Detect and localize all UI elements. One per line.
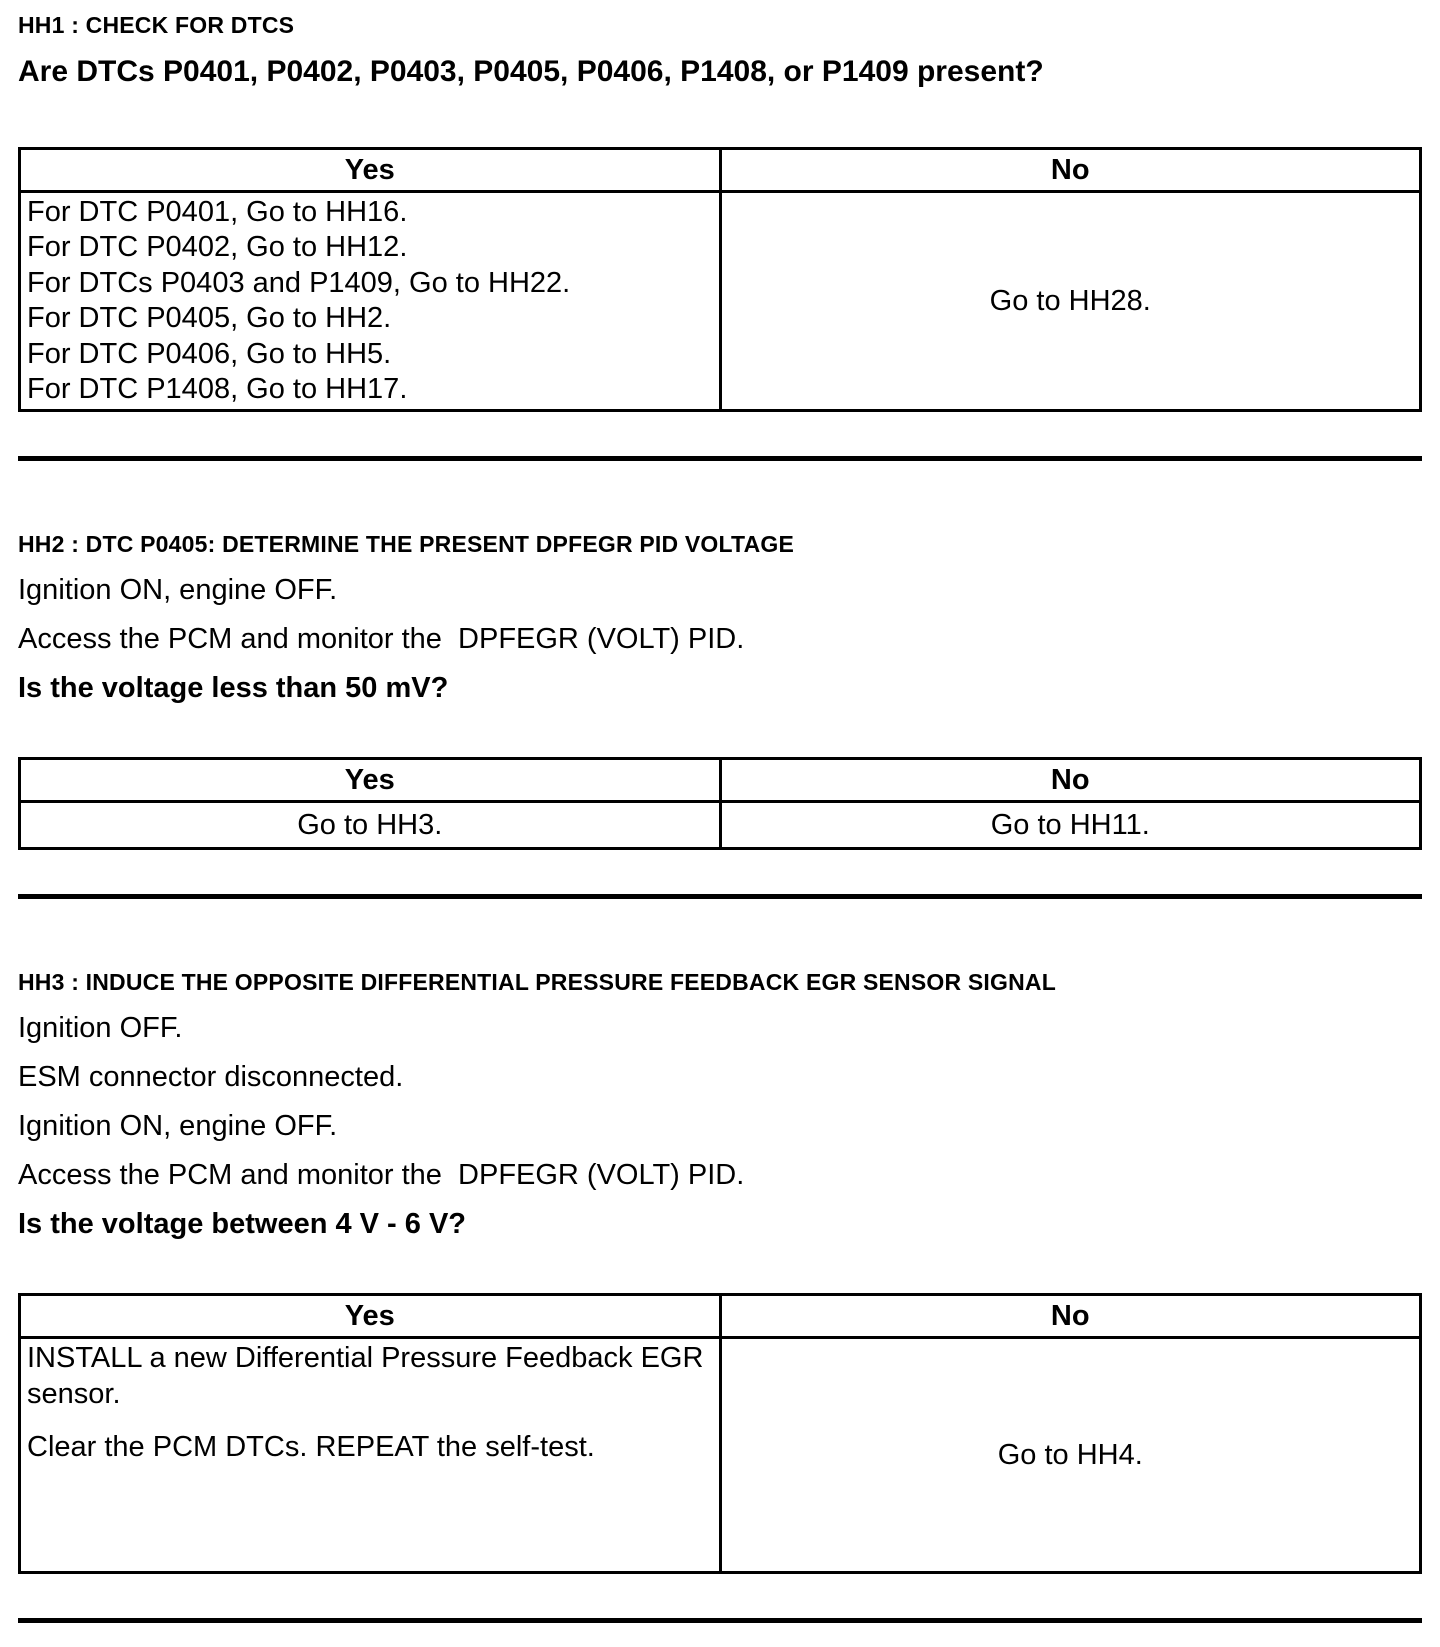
no-cell: Go to HH4. [720,1338,1421,1573]
step-instruction: Access the PCM and monitor the DPFEGR (VOLT) PID. [18,623,745,656]
no-column-header: No [720,759,1421,802]
spacer [18,461,1422,531]
yes-cell-line: For DTC P0405, Go to HH2. [27,302,392,335]
yes-column-header: Yes [20,1295,721,1338]
section-hh1-title: HH1 : CHECK FOR DTCS [18,12,295,38]
step-instruction: Ignition ON, engine OFF. [18,574,338,607]
yes-cell-paragraph: INSTALL a new Differential Pressure Feedback EGR sensor. [27,1342,704,1410]
no-cell: Go to HH28. [720,192,1421,411]
step-instruction: Ignition ON, engine OFF. [18,1110,338,1143]
yes-no-table-hh1 [18,147,1422,412]
no-column-header: No [720,1295,1421,1338]
yes-cell-line: For DTC P0402, Go to HH12. [27,231,408,264]
yes-cell-paragraph: Clear the PCM DTCs. REPEAT the self-test. [27,1431,595,1463]
step-instruction: Ignition OFF. [18,1012,183,1045]
step-instruction: ESM connector disconnected. [18,1061,404,1094]
yes-cell-line: For DTC P0406, Go to HH5. [27,337,392,370]
table-body-row [20,192,1421,411]
no-column-header: No [720,149,1421,192]
table-header-row [20,1295,1421,1338]
yes-cell-line: For DTC P1408, Go to HH17. [27,372,408,405]
yes-cell [20,192,721,411]
section-hh1-question: Are DTCs P0401, P0402, P0403, P0405, P0406, P1408, or P1409 present? [18,55,1044,88]
yes-cell-line: For DTC P0401, Go to HH16. [27,196,408,228]
section-hh3-title: HH3 : INDUCE THE OPPOSITE DIFFERENTIAL PRESSURE FEEDBACK EGR SENSOR SIGNAL [18,969,1056,996]
section-divider [18,1618,1422,1623]
yes-column-header: Yes [20,759,721,802]
table-header-row [20,149,1421,192]
yes-cell: Go to HH3. [20,802,721,849]
no-cell: Go to HH11. [720,802,1421,849]
section-hh3 [18,969,1422,1623]
table-header-row [20,759,1421,802]
section-hh1 [18,12,1422,531]
step-instruction: Access the PCM and monitor the DPFEGR (VOLT) PID. [18,1159,745,1192]
table-body-row [20,1338,1421,1573]
section-hh2 [18,531,1422,969]
yes-cell [20,1338,721,1573]
yes-cell-line: For DTCs P0403 and P1409, Go to HH22. [27,266,571,299]
spacer [18,899,1422,969]
section-hh3-question: Is the voltage between 4 V - 6 V? [18,1208,467,1241]
yes-no-table-hh2 [18,757,1422,850]
yes-no-table-hh3 [18,1293,1422,1574]
section-hh2-title: HH2 : DTC P0405: DETERMINE THE PRESENT DPFEGR PID VOLTAGE [18,531,795,558]
table-body-row [20,802,1421,849]
yes-column-header: Yes [20,149,721,192]
section-hh2-question: Is the voltage less than 50 mV? [18,672,449,705]
